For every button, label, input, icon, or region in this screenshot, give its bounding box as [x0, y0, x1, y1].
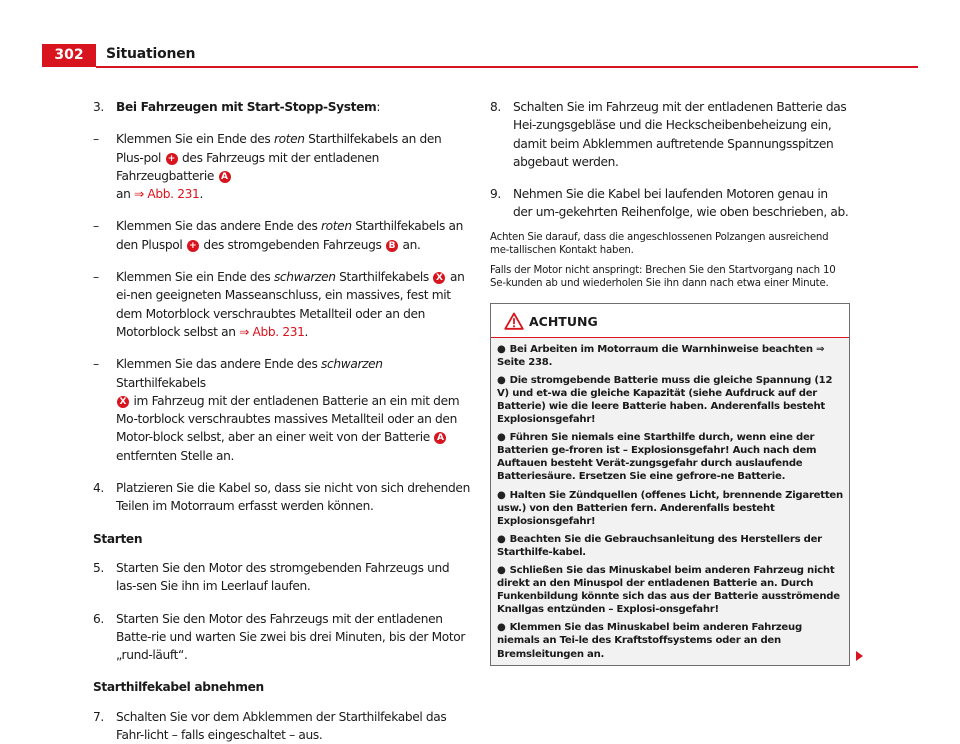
dash-marker: – — [93, 132, 99, 147]
battery-a-badge: A — [434, 432, 446, 444]
step-6: 6. Starten Sie den Motor des Fahrzeugs mit der entladenen Batte-rie und warten Sie zwei bis drei Minuten, bis der Motor „rund-läuft“. — [93, 611, 466, 663]
step-number: 4. — [93, 481, 104, 496]
warning-item: ● Klemmen Sie das Minuskabel beim anderen Fahrzeug niemals an Tei-le des Kraftstoffsystems oder an den Bremsleitungen an. — [497, 622, 802, 660]
note-contact: Achten Sie darauf, dass die angeschlossenen Polzangen ausreichend me-tallischen Kontakt haben. — [490, 231, 829, 256]
step-3-heading: Bei Fahrzeugen mit Start-Stopp-System — [116, 100, 377, 114]
warning-box — [490, 303, 850, 666]
note-restart: Falls der Motor nicht anspringt: Brechen Sie den Startvorgang nach 10 Se-kunden ab und wiederholen Sie ihn dann nach etwa einer Minute. — [490, 265, 836, 290]
page-title: Situationen — [106, 46, 196, 62]
warning-item: ● Beachten Sie die Gebrauchsanleitung des Herstellers der Starthilfe-kabel. — [497, 533, 822, 558]
battery-a-badge: A — [219, 171, 231, 183]
warning-item: ● Schließen Sie das Minuskabel beim anderen Fahrzeug nicht direkt an den Minuspol der entladenen Batterie an. Durch Funkenbildung könnte sich das aus der Batterie ausströmende Knallgas entzünden – Explosi-onsgefahr! — [497, 565, 840, 616]
warning-item: ● Führen Sie niemals eine Starthilfe durch, wenn eine der Batterien ge-froren ist – Explosionsgefahr! Auch nach dem Auftauen besteht Verät-zungsgefahr durch auslaufende Batteriesäure. Ersetzen Sie eine gefrore-ne Batterie. — [497, 432, 817, 483]
step-number: 3. — [93, 100, 104, 114]
battery-b-badge: B — [386, 240, 398, 252]
figure-231-link[interactable]: ⇒ Abb. 231 — [134, 187, 200, 202]
step-5: 5. Starten Sie den Motor des stromgebenden Fahrzeugs und las-sen Sie ihn im Leerlauf laufen. — [93, 560, 450, 594]
plus-pole-badge: + — [187, 240, 199, 252]
instruction-red-cable-donor: – Klemmen Sie das andere Ende des roten Starthilfekabels an den Pluspol + des stromgebenden Fahrzeugs B an. — [93, 219, 463, 252]
step-number: 6. — [93, 611, 104, 626]
warning-item: ● Die stromgebende Batterie muss die gleiche Spannung (12 V) und et-wa die gleiche Kapazität (siehe Aufdruck auf der Batterie) wie die leere Batterie haben. Anderenfalls besteht Explosionsgefahr! — [497, 374, 833, 426]
step-8: 8. Schalten Sie im Fahrzeug mit der entladenen Batterie das Hei-zungsgebläse und die Heckscheibenbeheizung ein, damit beim Abklemmen auftretende Spannungsspitzen abgebaut werden. — [490, 100, 847, 169]
right-column — [490, 98, 850, 666]
dash-marker: – — [93, 219, 99, 234]
figure-231-link[interactable]: ⇒ Abb. 231 — [239, 324, 305, 339]
step-number: 7. — [93, 709, 104, 724]
ground-x-badge: X — [433, 272, 445, 284]
continue-arrow-icon[interactable] — [856, 651, 863, 661]
instruction-black-cable-ground: – Klemmen Sie ein Ende des schwarzen Starthilfekabels X an ei-nen geeigneten Masseanschluss, ein massives, fest mit dem Motorblock verschraubtes Metallteil oder an den Motorblock selbst an ⇒ Abb. 231. — [93, 270, 465, 339]
header-rule — [96, 66, 918, 68]
step-number: 5. — [93, 560, 104, 575]
page-238-link[interactable]: ⇒ Seite 238 — [497, 343, 825, 368]
warning-header — [491, 304, 849, 338]
warning-item: ● Bei Arbeiten im Motorraum die Warnhinweise beachten ⇒ Seite 238. — [497, 343, 825, 368]
section-heading-starten: Starten — [93, 531, 143, 546]
instruction-black-cable-engine: – Klemmen Sie das andere Ende des schwarzen Starthilfekabels X im Fahrzeug mit der entladenen Batterie an ein mit dem Mo-torblock verschraubtes massives Metallteil oder an den Motor-block selbst, aber an einer weit von der Batterie A entfernten Stelle an. — [93, 357, 460, 463]
step-7: 7. Schalten Sie vor dem Abklemmen der Starthilfekabel das Fahr-licht – falls eingeschaltet – aus. — [93, 709, 447, 743]
dash-marker: – — [93, 270, 99, 285]
warning-title: ACHTUNG — [529, 313, 598, 329]
step-9: 9. Nehmen Sie die Kabel bei laufenden Motoren genau in der um-gekehrten Reihenfolge, wie oben beschrieben, ab. — [490, 187, 849, 220]
step-number: 8. — [490, 100, 501, 114]
instruction-red-cable-plus: – Klemmen Sie ein Ende des roten Starthilfekabels an den Plus-pol + des Fahrzeugs mit der entladenen Fahrzeugbatterie A an ⇒ Abb. 231. — [93, 132, 442, 202]
warning-triangle-icon — [504, 312, 524, 335]
plus-pole-badge: + — [166, 153, 178, 165]
dash-marker: – — [93, 357, 99, 372]
ground-x-badge: X — [117, 396, 129, 408]
section-heading-abnehmen: Starthilfekabel abnehmen — [93, 680, 264, 695]
step-4: 4. Platzieren Sie die Kabel so, dass sie nicht von sich drehenden Teilen im Motorraum erfasst werden können. — [93, 481, 470, 514]
warning-body — [491, 338, 849, 665]
step-3: 3. Bei Fahrzeugen mit Start-Stopp-System: — [93, 98, 471, 116]
page-number: 302 — [42, 44, 96, 67]
left-column — [93, 98, 471, 744]
step-number: 9. — [490, 187, 501, 202]
warning-item: ● Halten Sie Zündquellen (offenes Licht, brennende Zigaretten usw.) von den Batterien fern. Anderenfalls besteht Explosionsgefahr! — [497, 489, 843, 527]
